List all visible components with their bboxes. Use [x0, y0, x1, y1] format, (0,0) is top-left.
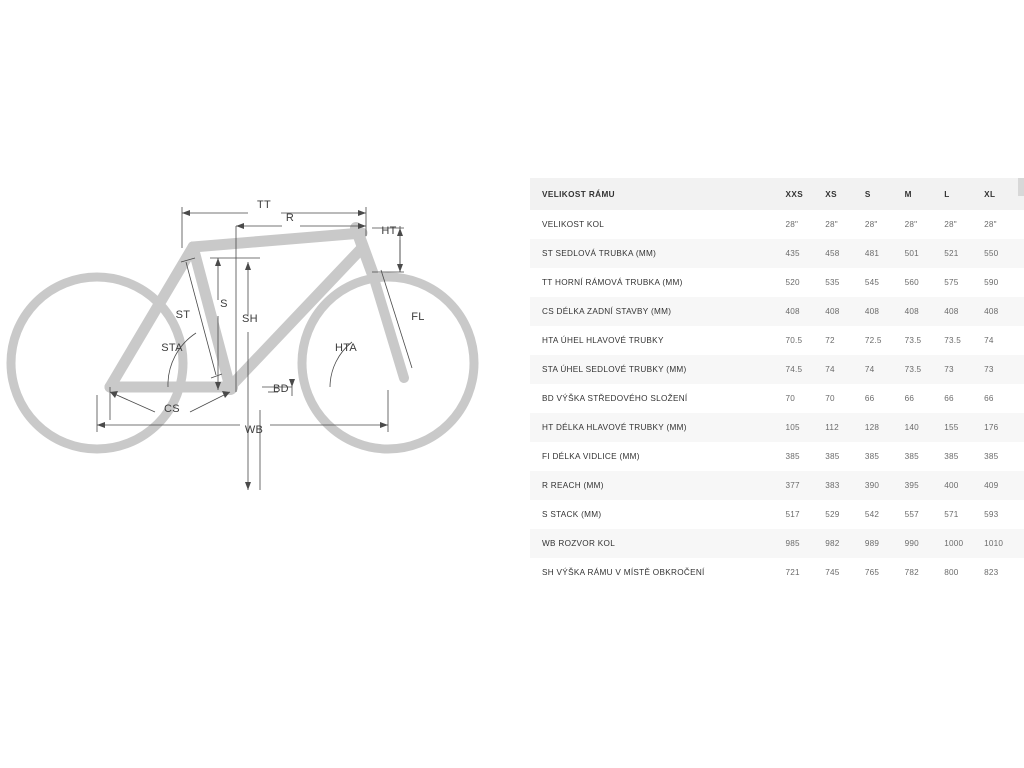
seat-tube [193, 247, 230, 387]
cell-value: 70 [785, 394, 796, 403]
table-row [530, 297, 1024, 326]
dimension-label-cs: CS [164, 403, 180, 415]
dimension-label-bd: BD [273, 383, 289, 395]
row-label: HTA ÚHEL HLAVOVÉ TRUBKY [542, 336, 664, 345]
cell-value: 590 [984, 278, 999, 287]
cell-value: 782 [904, 568, 919, 577]
table-row [530, 326, 1024, 355]
cell-value: 66 [944, 394, 954, 403]
cell-value: 989 [864, 539, 880, 548]
table-row [530, 558, 1024, 587]
cell-value: 176 [984, 423, 999, 432]
row-label: HT DÉLKA HLAVOVÉ TRUBKY (MM) [542, 423, 687, 432]
cell-value: 557 [904, 510, 919, 519]
cell-value: 72.5 [864, 336, 882, 345]
dimension-label-sh: SH [242, 313, 258, 325]
table-title-cell: VELIKOST RÁMU [530, 178, 786, 210]
fork [372, 272, 404, 378]
cell-value: 377 [785, 481, 800, 490]
cell-value: 66 [904, 394, 915, 403]
table-row [530, 471, 1024, 500]
cell-value: 409 [984, 481, 999, 490]
cell-value: 112 [825, 423, 839, 432]
dimension-label-tt: TT [256, 199, 272, 211]
cell-value: 481 [864, 249, 880, 258]
cell-value: 28" [984, 220, 997, 229]
cell-value: 982 [825, 539, 840, 548]
cell-value: 501 [904, 249, 919, 258]
cell-value: 28" [825, 220, 838, 229]
row-label: CS DÉLKA ZADNÍ STAVBY (MM) [542, 307, 672, 316]
cell-value: 550 [984, 249, 999, 258]
table-row [530, 239, 1024, 268]
cell-value: 28" [864, 220, 878, 229]
cell-value: 74.5 [785, 365, 803, 374]
cell-value: 395 [904, 481, 919, 490]
cell-value: 435 [785, 249, 800, 258]
cell-value: 745 [825, 568, 840, 577]
cell-value: 140 [904, 423, 919, 432]
cell-value: 571 [944, 510, 959, 519]
cell-value: 70.5 [785, 336, 803, 345]
cell-value: 70 [825, 394, 835, 403]
cell-value: 765 [864, 568, 880, 577]
dimension-label-s: S [220, 298, 228, 310]
cell-value: 408 [904, 307, 919, 316]
cell-value: 985 [785, 539, 800, 548]
row-label: STA ÚHEL SEDLOVÉ TRUBKY (MM) [542, 365, 687, 374]
dimension-label-ht: HT [381, 225, 397, 237]
cell-value: 520 [785, 278, 800, 287]
column-header-xs: XS [825, 178, 865, 210]
cell-value: 408 [825, 307, 840, 316]
cell-value: 545 [864, 278, 880, 287]
table-row [530, 355, 1024, 384]
table-body [530, 210, 1024, 587]
cell-value: 823 [984, 568, 999, 577]
cell-value: 28" [904, 220, 918, 229]
row-label: WB ROZVOR KOL [542, 539, 616, 548]
cell-value: 385 [904, 452, 919, 461]
cell-value: 385 [864, 452, 880, 461]
cell-value: 721 [785, 568, 800, 577]
cell-value: 28" [944, 220, 957, 229]
row-label: VELIKOST KOL [542, 220, 605, 229]
cell-value: 517 [785, 510, 800, 519]
row-label: SH VÝŠKA RÁMU V MÍSTĚ OBKROČENÍ [542, 568, 705, 577]
cell-value: 529 [825, 510, 840, 519]
cell-value: 66 [984, 394, 994, 403]
table-row [530, 413, 1024, 442]
column-header-m: M [905, 178, 945, 210]
cell-value: 400 [944, 481, 959, 490]
cell-value: 521 [944, 249, 959, 258]
cell-value: 74 [825, 365, 835, 374]
column-header-s: S [865, 178, 905, 210]
cell-value: 408 [864, 307, 880, 316]
dimension-label-fl: FL [411, 311, 425, 323]
cell-value: 73.5 [904, 336, 922, 345]
cell-value: 458 [825, 249, 840, 258]
cell-value: 408 [944, 307, 959, 316]
cell-value: 73 [944, 365, 954, 374]
dimension-label-sta: STA [161, 342, 183, 354]
cell-value: 74 [864, 365, 875, 374]
bike-silhouette [11, 228, 474, 449]
cell-value: 72 [825, 336, 835, 345]
cell-value: 66 [864, 394, 875, 403]
column-header-xl: XL [984, 178, 1024, 210]
cell-value: 385 [944, 452, 959, 461]
cell-value: 390 [864, 481, 880, 490]
dimension-label-st: ST [175, 309, 191, 321]
table-row [530, 210, 1024, 239]
row-label: S STACK (MM) [542, 510, 602, 519]
cell-value: 128 [864, 423, 880, 432]
dimension-label-hta: HTA [334, 342, 358, 354]
cell-value: 408 [984, 307, 999, 316]
table-row [530, 442, 1024, 471]
cell-value: 542 [864, 510, 880, 519]
head-tube [356, 228, 372, 272]
cell-value: 74 [984, 336, 994, 345]
row-label: FI DÉLKA VIDLICE (MM) [542, 452, 640, 461]
cell-value: 385 [825, 452, 840, 461]
table-header-row [530, 178, 1024, 210]
table-header [530, 178, 1024, 210]
table-row [530, 268, 1024, 297]
row-label: ST SEDLOVÁ TRUBKA (MM) [542, 249, 657, 258]
dimension-label-r: R [285, 212, 295, 224]
cell-value: 1010 [984, 539, 1004, 548]
cell-value: 385 [785, 452, 800, 461]
column-header-xxs: XXS [786, 178, 826, 210]
cell-value: 73.5 [944, 336, 962, 345]
cell-value: 28" [785, 220, 799, 229]
table-row [530, 384, 1024, 413]
cell-value: 560 [904, 278, 919, 287]
row-label: TT HORNÍ RÁMOVÁ TRUBKA (MM) [542, 278, 683, 287]
cell-value: 73 [984, 365, 994, 374]
cell-value: 990 [904, 539, 919, 548]
cell-value: 383 [825, 481, 840, 490]
cell-value: 385 [984, 452, 999, 461]
dimension-label-wb: WB [244, 424, 264, 436]
cell-value: 1000 [944, 539, 964, 548]
cell-value: 800 [944, 568, 959, 577]
table-scroll-edge [1018, 178, 1024, 196]
table-row [530, 500, 1024, 529]
cell-value: 593 [984, 510, 999, 519]
geometry-table [530, 178, 1024, 587]
column-header-l: L [944, 178, 984, 210]
table-row [530, 529, 1024, 558]
cell-value: 575 [944, 278, 959, 287]
cell-value: 105 [785, 423, 800, 432]
row-label: BD VÝŠKA STŘEDOVÉHO SLOŽENÍ [542, 394, 688, 403]
top-tube [193, 233, 362, 247]
cell-value: 73.5 [904, 365, 922, 374]
cell-value: 535 [825, 278, 840, 287]
row-label: R REACH (MM) [542, 481, 604, 490]
cell-value: 155 [944, 423, 959, 432]
cell-value: 408 [785, 307, 800, 316]
